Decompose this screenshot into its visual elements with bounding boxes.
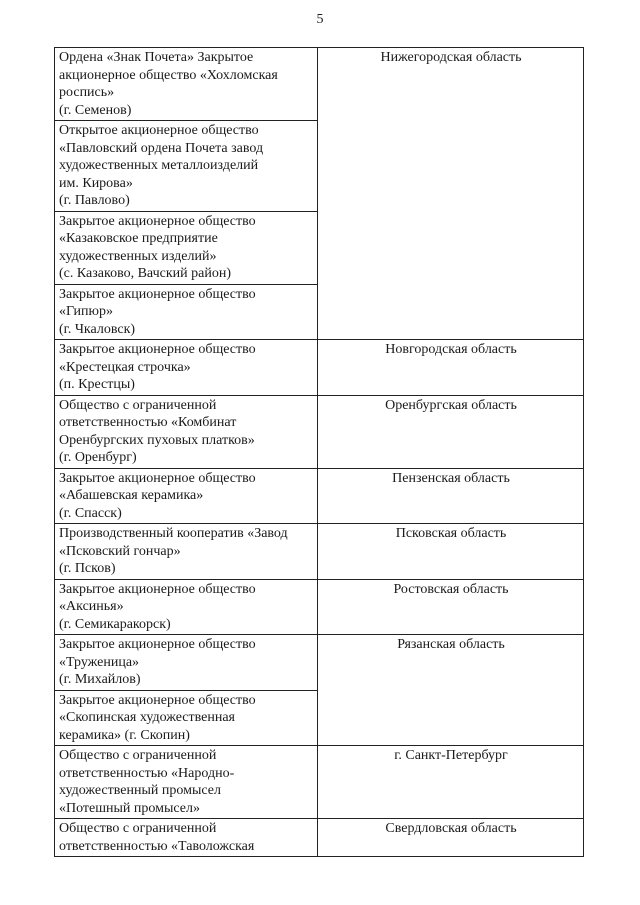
organization-line: (п. Крестцы) xyxy=(59,377,135,392)
region-cell: Ростовская область xyxy=(318,579,584,635)
organization-line: Ордена «Знак Почета» Закрытое xyxy=(59,50,254,65)
organization-line: (г. Оренбург) xyxy=(59,450,137,465)
organization-cell xyxy=(55,746,318,819)
organization-line: Общество с ограниченной xyxy=(59,748,217,763)
enterprises-table xyxy=(54,47,584,857)
organization-line: Оренбургских пуховых платков» xyxy=(59,432,255,448)
region-cell: Нижегородская область xyxy=(318,48,584,340)
table-row xyxy=(55,524,584,580)
organization-line: «Труженица» xyxy=(59,654,140,670)
table-row xyxy=(55,746,584,819)
table-row xyxy=(55,395,584,468)
region-cell: Оренбургская область xyxy=(318,395,584,468)
organization-line: Закрытое акционерное общество xyxy=(59,286,256,302)
organization-line: ответственностью «Народно- xyxy=(59,765,235,781)
organization-line: (г. Чкаловск) xyxy=(59,321,136,337)
organization-cell xyxy=(55,121,318,212)
organization-line: (г. Семикаракорск) xyxy=(59,616,171,632)
organization-cell xyxy=(55,340,318,396)
organization-cell xyxy=(55,524,318,580)
table-row xyxy=(55,635,584,691)
organization-line: керамика» (г. Скопин) xyxy=(59,727,190,743)
table-row xyxy=(55,579,584,635)
table-row xyxy=(55,468,584,524)
organization-line: Закрытое акционерное общество xyxy=(59,692,256,708)
organization-cell xyxy=(55,48,318,121)
organization-line: «Казаковское предприятие xyxy=(59,231,218,246)
organization-line: им. Кирова» xyxy=(59,175,133,191)
organization-line: (с. Казаково, Вачский район) xyxy=(59,266,231,281)
organization-line: (г. Спасск) xyxy=(59,505,122,521)
organization-line: «Псковский гончар» xyxy=(59,543,181,559)
organization-cell xyxy=(55,211,318,284)
organization-line: акционерное общество «Хохломская xyxy=(59,67,278,83)
table-body xyxy=(55,48,584,857)
organization-line: Закрытое акционерное общество xyxy=(59,342,256,357)
organization-line: (г. Павлово) xyxy=(59,193,130,208)
organization-line: «Павловский ордена Почета завод xyxy=(59,140,264,156)
region-cell: Свердловская область xyxy=(318,819,584,857)
organization-line: Открытое акционерное общество xyxy=(59,123,259,138)
region-cell: Рязанская область xyxy=(318,635,584,746)
organization-cell xyxy=(55,635,318,691)
organization-line: «Крестецкая строчка» xyxy=(59,359,191,375)
organization-line: Общество с ограниченной xyxy=(59,397,217,413)
organization-cell xyxy=(55,819,318,857)
page-number: 5 xyxy=(316,12,324,27)
organization-line: Закрытое акционерное общество xyxy=(59,637,256,652)
organization-cell xyxy=(55,579,318,635)
organization-line: (г. Михайлов) xyxy=(59,672,141,687)
table-row xyxy=(55,819,584,857)
organization-cell xyxy=(55,690,318,746)
organization-line: «Потешный промысел» xyxy=(59,800,201,816)
organization-line: «Аксинья» xyxy=(59,599,124,614)
organization-line: Закрытое акционерное общество xyxy=(59,581,256,597)
organization-line: (г. Псков) xyxy=(59,561,116,576)
organization-line: художественных металлоизделий xyxy=(59,158,259,173)
organization-cell xyxy=(55,468,318,524)
region-cell: Пензенская область xyxy=(318,468,584,524)
organization-line: Закрытое акционерное общество xyxy=(59,470,256,486)
table-row xyxy=(55,48,584,121)
organization-line: художественный промысел xyxy=(59,783,221,798)
organization-cell xyxy=(55,284,318,340)
region-cell: Новгородская область xyxy=(318,340,584,396)
table-row xyxy=(55,340,584,396)
organization-line: ответственностью «Таволожская xyxy=(59,838,255,854)
organization-line: роспись» xyxy=(59,85,115,100)
organization-line: Закрытое акционерное общество xyxy=(59,213,256,229)
organization-line: ответственностью «Комбинат xyxy=(59,415,237,430)
organization-line: «Гипюр» xyxy=(59,304,114,319)
organization-line: Общество с ограниченной xyxy=(59,821,217,836)
organization-line: художественных изделий» xyxy=(59,248,217,264)
region-cell: Псковская область xyxy=(318,524,584,580)
region-cell: г. Санкт-Петербург xyxy=(318,746,584,819)
organization-line: «Абашевская керамика» xyxy=(59,488,204,503)
organization-cell xyxy=(55,395,318,468)
organization-line: «Скопинская художественная xyxy=(59,710,235,725)
organization-line: Производственный кооператив «Завод xyxy=(59,526,288,541)
organization-line: (г. Семенов) xyxy=(59,102,132,118)
